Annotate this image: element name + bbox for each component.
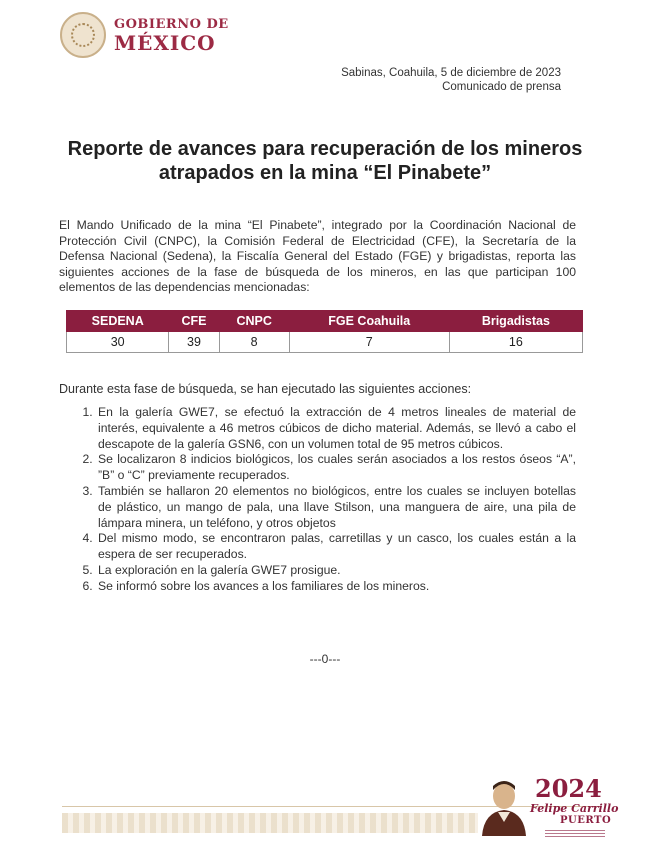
list-item: 6. Se informó sobre los avances a los familiares de los mineros. (96, 579, 576, 595)
closing-mark: ---0--- (309, 652, 341, 666)
list-item: 3. También se hallaron 20 elementos no biológicos, entre los cuales se incluyen botellas de plástico, un mango de pala, una llave Stilson, una manguera de aire, una pila de lámpara minera, un teléfono, y otros objetos (96, 484, 576, 531)
document-meta (341, 66, 561, 94)
list-item: 4. Del mismo modo, se encontraron palas, carretillas y un casco, los cuales están a la espera de ser recuperados. (96, 531, 576, 563)
table-cell: 30 (67, 332, 169, 353)
anniversary-name: Felipe Carrillo (530, 802, 619, 815)
table-cell: 16 (449, 332, 582, 353)
intro-paragraph: El Mando Unificado de la mina “El Pinabete”, integrado por la Coordinación Nacional de Protección Civil (CNPC), la Comisión Federal de Electricidad (CFE), la Secretaría de la Defensa Nacional (Sedena), la Fiscalía General del Estado (FGE) y brigadistas, reporta las siguientes acciones de la fase de búsqueda de los mineros, en las que participan 100 elementos de las dependencias mencionadas: (59, 218, 576, 295)
logo-line2: MÉXICO (114, 30, 216, 55)
table-header: CNPC (219, 311, 289, 332)
gobierno-de-mexico-logo (60, 12, 229, 58)
table-header: FGE Coahuila (289, 311, 449, 332)
table-cell: 7 (289, 332, 449, 353)
place-date: Sabinas, Coahuila, 5 de diciembre de 2023 (341, 67, 561, 79)
national-seal-icon (60, 12, 106, 58)
actions-list (59, 405, 576, 595)
list-item: 1. En la galería GWE7, se efectuó la extracción de 4 metros lineales de material de interés, equivalente a 46 metros cúbicos de dicho material. Además, se llevó a cabo el descapote de la galería GSN6, con un volumen total de 95 metros cúbicos. (96, 405, 576, 452)
logo-line1: GOBIERNO DE (114, 16, 229, 32)
anniversary-year: 2024 (535, 774, 602, 803)
table-cell: 39 (169, 332, 219, 353)
table-header-row (67, 311, 583, 332)
document-title: Reporte de avances para recuperación de los mineros atrapados en la mina “El Pinabete” (67, 138, 583, 184)
personnel-table (66, 310, 583, 353)
document-type: Comunicado de prensa (442, 81, 561, 93)
anniversary-name-2: PUERTO (560, 815, 612, 826)
footer-ornament-band (62, 813, 478, 833)
table-header: CFE (169, 311, 219, 332)
list-item: 5. La exploración en la galería GWE7 prosigue. (96, 563, 576, 579)
table-row (67, 332, 583, 353)
portrait-icon (478, 776, 530, 836)
table-cell: 8 (219, 332, 289, 353)
table-header: Brigadistas (449, 311, 582, 332)
table-header: SEDENA (67, 311, 169, 332)
actions-lead: Durante esta fase de búsqueda, se han ejecutado las siguientes acciones: (59, 382, 472, 396)
anniversary-fineprint (545, 828, 605, 838)
list-item: 2. Se localizaron 8 indicios biológicos, los cuales serán asociados a los restos óseos “A”, ”B” o “C” previamente recuperados. (96, 452, 576, 484)
